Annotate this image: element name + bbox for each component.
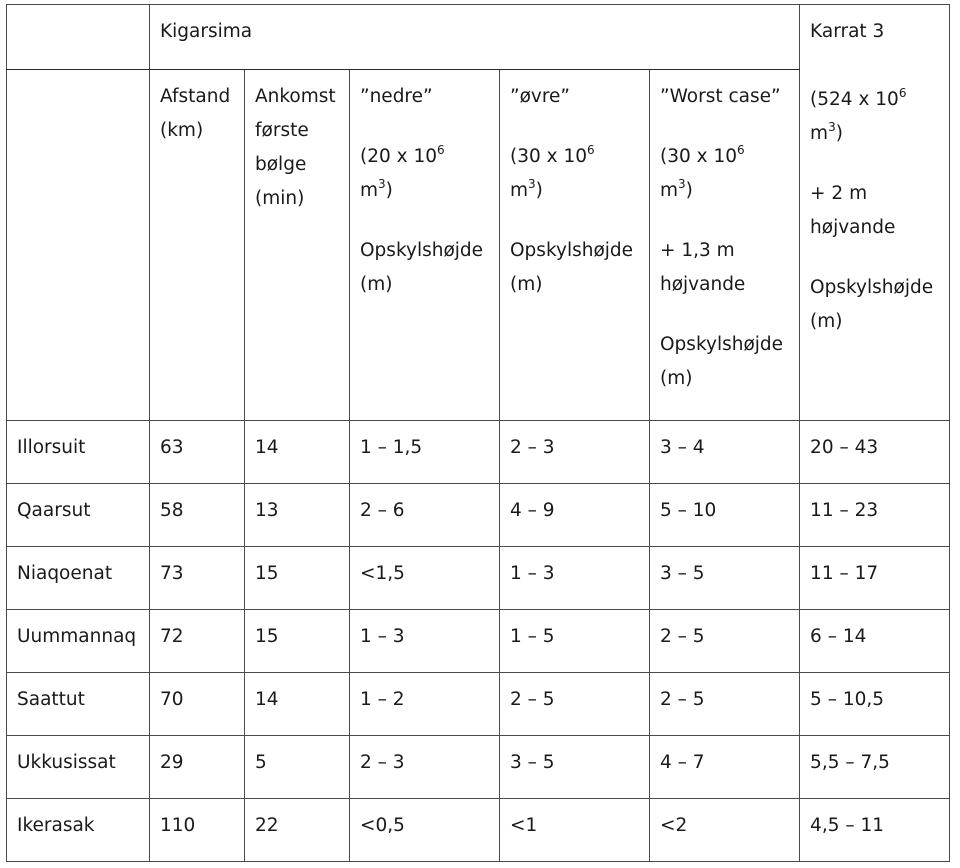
- corner-cell: [7, 5, 150, 70]
- ankomst-cell: 13: [245, 484, 350, 547]
- karrat-tide-1: + 2 m: [810, 183, 868, 204]
- worst-case-runup-unit: (m): [660, 368, 693, 389]
- afstand-cell: 70: [150, 673, 245, 736]
- ankomst-cell: 15: [245, 547, 350, 610]
- ankomst-cell: 15: [245, 610, 350, 673]
- tsunami-runup-table: [6, 4, 950, 862]
- worst-case-cell: 2 – 5: [650, 610, 800, 673]
- karrat-cell: 20 – 43: [800, 421, 950, 484]
- ovre-cell: 3 – 5: [500, 736, 650, 799]
- location-header-cell: [7, 70, 150, 421]
- ovre-volume: (30 x $10^6$: [510, 143, 595, 167]
- karrat-volume-unit: $m^3$): [810, 120, 843, 144]
- data-rows: [7, 421, 950, 862]
- group-header-row: [7, 5, 950, 70]
- ovre-volume-unit: $m^3$): [510, 177, 543, 201]
- karrat-runup-unit: (m): [810, 311, 843, 332]
- ovre-runup-unit: (m): [510, 274, 543, 295]
- ankomst-cell: 5: [245, 736, 350, 799]
- afstand-cell: 73: [150, 547, 245, 610]
- ovre-cell: 2 – 3: [500, 421, 650, 484]
- worst-case-tide-1: + 1,3 m: [660, 240, 735, 261]
- nedre-runup-label: Opskylshøjde: [360, 240, 484, 261]
- table-row: [7, 673, 950, 736]
- table-row: [7, 484, 950, 547]
- worst-case-cell: 2 – 5: [650, 673, 800, 736]
- karrat-cell: 5 – 10,5: [800, 673, 950, 736]
- worst-case-cell: 3 – 5: [650, 547, 800, 610]
- table-row: [7, 610, 950, 673]
- karrat-cell: 6 – 14: [800, 610, 950, 673]
- karrat-label: Karrat 3: [810, 21, 885, 42]
- nedre-cell: <1,5: [350, 547, 500, 610]
- ovre-title: ”øvre”: [510, 86, 571, 107]
- ankomst-header: Ankomst første bølge (min): [245, 70, 350, 421]
- location-cell: Ikerasak: [7, 799, 150, 862]
- kigarsima-header: [150, 5, 800, 70]
- ovre-header: [500, 70, 650, 421]
- nedre-cell: 2 – 3: [350, 736, 500, 799]
- nedre-cell: 1 – 1,5: [350, 421, 500, 484]
- worst-case-title: ”Worst case”: [660, 86, 781, 107]
- location-cell: Niaqoenat: [7, 547, 150, 610]
- afstand-cell: 63: [150, 421, 245, 484]
- ovre-cell: 1 – 3: [500, 547, 650, 610]
- worst-case-cell: 4 – 7: [650, 736, 800, 799]
- worst-case-tide-2: højvande: [660, 274, 746, 295]
- karrat-runup-label: Opskylshøjde: [810, 277, 934, 298]
- afstand-cell: 29: [150, 736, 245, 799]
- afstand-cell: 58: [150, 484, 245, 547]
- worst-case-cell: <2: [650, 799, 800, 862]
- location-cell: Illorsuit: [7, 421, 150, 484]
- worst-case-cell: 3 – 4: [650, 421, 800, 484]
- location-cell: Saattut: [7, 673, 150, 736]
- ankomst-cell: 14: [245, 673, 350, 736]
- nedre-volume: (20 x $10^6$: [360, 143, 445, 167]
- karrat-cell: 11 – 23: [800, 484, 950, 547]
- nedre-runup-unit: (m): [360, 274, 393, 295]
- ovre-runup-label: Opskylshøjde: [510, 240, 634, 261]
- table-row: [7, 547, 950, 610]
- karrat-cell: 5,5 – 7,5: [800, 736, 950, 799]
- karrat-cell: 4,5 – 11: [800, 799, 950, 862]
- afstand-cell: 72: [150, 610, 245, 673]
- nedre-volume-unit: $m^3$): [360, 177, 393, 201]
- worst-case-cell: 5 – 10: [650, 484, 800, 547]
- nedre-cell: 1 – 3: [350, 610, 500, 673]
- worst-case-header: [650, 70, 800, 421]
- location-cell: Qaarsut: [7, 484, 150, 547]
- table-row: [7, 736, 950, 799]
- nedre-cell: 1 – 2: [350, 673, 500, 736]
- table-row: [7, 421, 950, 484]
- worst-case-volume: (30 x $10^6$: [660, 143, 745, 167]
- nedre-header: [350, 70, 500, 421]
- karrat-header: [800, 5, 950, 421]
- nedre-cell: <0,5: [350, 799, 500, 862]
- ovre-cell: <1: [500, 799, 650, 862]
- worst-case-volume-unit: $m^3$): [660, 177, 693, 201]
- location-cell: Ukkusissat: [7, 736, 150, 799]
- ankomst-cell: 14: [245, 421, 350, 484]
- karrat-volume: (524 x $10^6$: [810, 86, 907, 110]
- karrat-cell: 11 – 17: [800, 547, 950, 610]
- afstand-cell: 110: [150, 799, 245, 862]
- ovre-cell: 4 – 9: [500, 484, 650, 547]
- worst-case-runup-label: Opskylshøjde: [660, 334, 784, 355]
- location-cell: Uummannaq: [7, 610, 150, 673]
- ovre-cell: 2 – 5: [500, 673, 650, 736]
- nedre-title: ”nedre”: [360, 86, 433, 107]
- table-row: [7, 799, 950, 862]
- nedre-cell: 2 – 6: [350, 484, 500, 547]
- ankomst-cell: 22: [245, 799, 350, 862]
- afstand-header: Afstand (km): [150, 70, 245, 421]
- kigarsima-label: Kigarsima: [160, 21, 253, 42]
- karrat-tide-2: højvande: [810, 217, 896, 238]
- ovre-cell: 1 – 5: [500, 610, 650, 673]
